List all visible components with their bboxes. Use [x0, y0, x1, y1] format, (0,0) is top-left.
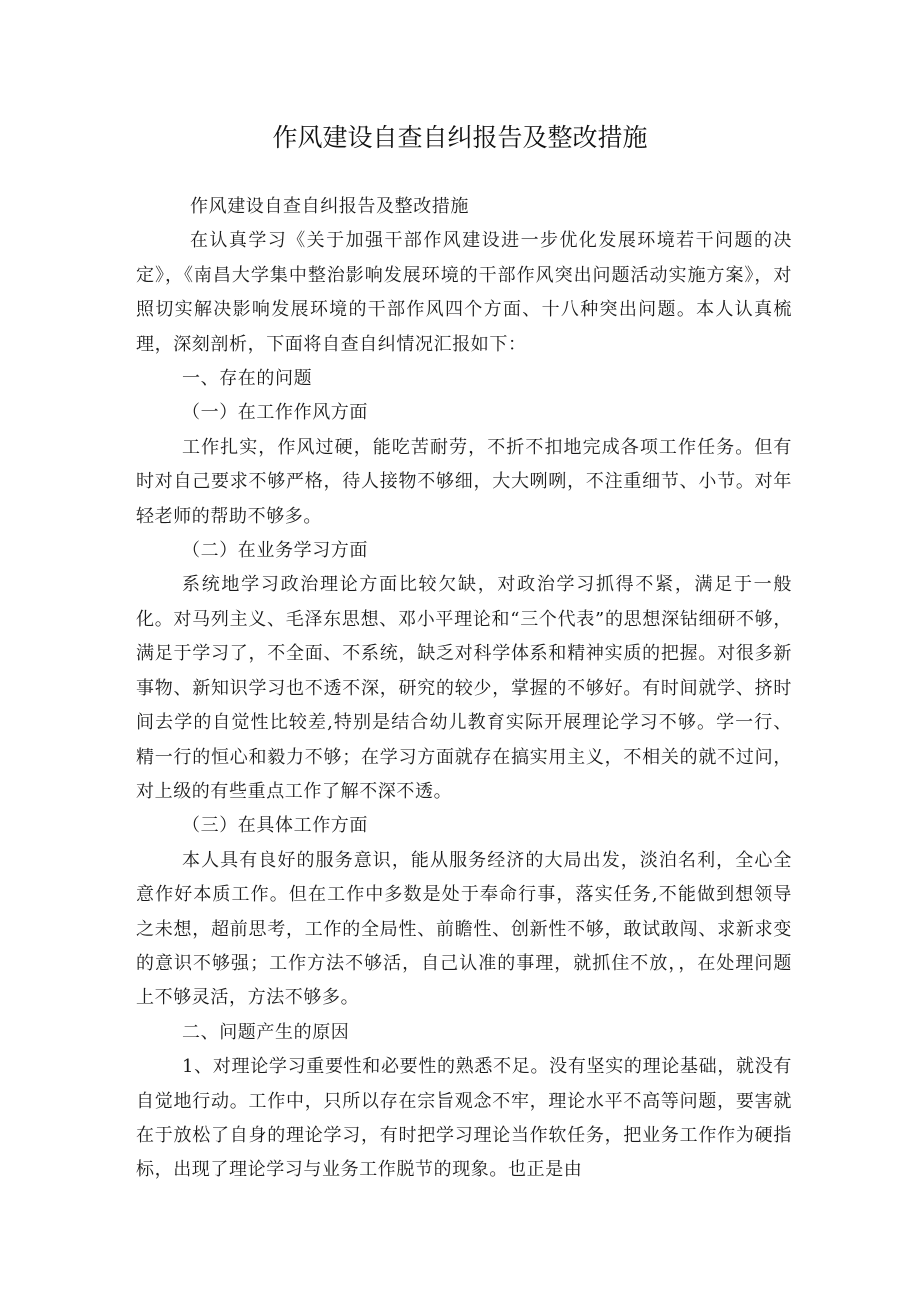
- intro-paragraph: 在认真学习《关于加强干部作风建设进一步优化发展环境若干问题的决定》，《南昌大学集中整治影响发展环境的干部作风突出问题活动实施方案》，对照切实解决影响发展环境的干部作风四个方面、十八种突出问题。本人认真梳理，深刻剖析，下面将自查自纠情况汇报如下：: [136, 230, 792, 355]
- subsection-heading-work-style: （一）在工作作风方面: [182, 402, 368, 424]
- study-paragraph: 系统地学习政治理论方面比较欠缺，对政治学习抓得不紧，满足于一般化。对马列主义、毛泽东思想、邓小平理论和“三个代表”的思想深钻细研不够，满足于学习了，不全面、不系统，缺乏对科学体系和精神实质的把握。对很多新事物、新知识学习也不透不深，研究的较少，掌握的不够好。有时间就学、挤时间去学的自觉性比较差,特别是结合幼儿教育实际开展理论学习不够。学一行、精一行的恒心和毅力不够；在学习方面就存在搞实用主义，不相关的就不过问，对上级的有些重点工作了解不深不透。: [136, 574, 792, 802]
- document-title: 作风建设自查自纠报告及整改措施: [272, 123, 648, 152]
- work-style-paragraph: 工作扎实，作风过硬，能吃苦耐劳，不折不扣地完成各项工作任务。但有时对自己要求不够严格，待人接物不够细，大大咧咧，不注重细节、小节。对年轻老师的帮助不够多。: [136, 436, 792, 527]
- section-heading-problems: 一、存在的问题: [182, 368, 313, 390]
- causes-paragraph: 1、对理论学习重要性和必要性的熟悉不足。没有坚实的理论基础，就没有自觉地行动。工作中，只所以存在宗旨观念不牢，理论水平不高等问题，要害就在于放松了自身的理论学习，有时把学习理论当作软任务，把业务工作作为硬指标，出现了理论学习与业务工作脱节的现象。也正是由: [136, 1056, 792, 1181]
- subsection-heading-study: （二）在业务学习方面: [182, 540, 368, 562]
- specific-work-paragraph: 本人具有良好的服务意识，能从服务经济的大局出发，淡泊名利，全心全意作好本质工作。但在工作中多数是处于奉命行事，落实任务,不能做到想领导之未想，超前思考，工作的全局性、前瞻性、创新性不够，敢试敢闯、求新求变的意识不够强；工作方法不够活，自己认准的事理，就抓住不放，，在处理问题上不够灵活，方法不够多。: [136, 849, 792, 1009]
- document-body: [136, 190, 792, 1188]
- section-heading-causes: 二、问题产生的原因: [182, 1021, 350, 1043]
- subsection-heading-specific-work: （三）在具体工作方面: [182, 815, 368, 837]
- document-subtitle: 作风建设自查自纠报告及整改措施: [190, 196, 469, 217]
